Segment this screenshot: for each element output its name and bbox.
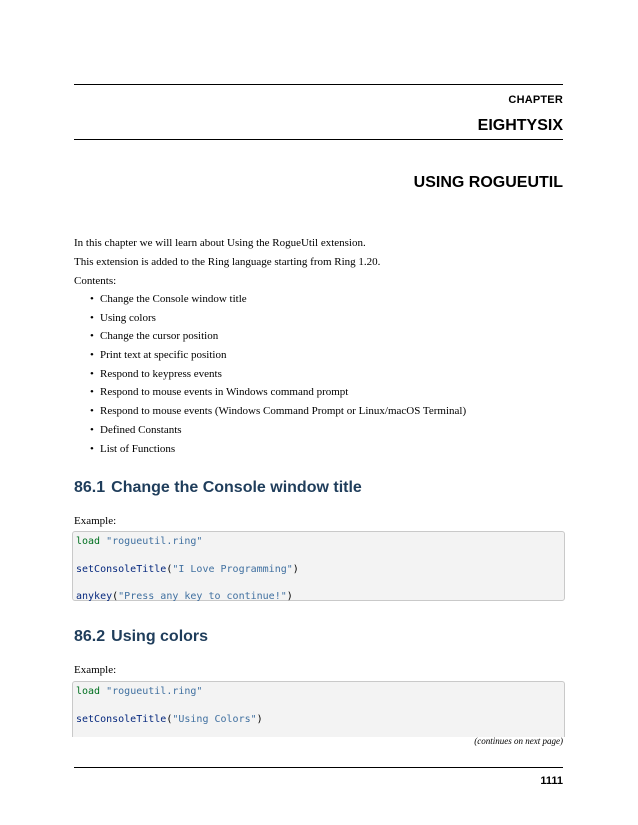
code-string: "rogueutil.ring" xyxy=(106,536,203,547)
code-punctuation: ) xyxy=(292,563,299,575)
bullet-icon: • xyxy=(90,293,94,305)
code-block-1 xyxy=(72,531,565,601)
contents-item[interactable] xyxy=(90,292,466,311)
section-heading-1 xyxy=(74,479,362,497)
bullet-icon: • xyxy=(90,311,94,324)
example-label: Example: xyxy=(74,664,117,676)
intro-paragraph-1: In this chapter we will learn about Using the RogueUtil extension. xyxy=(74,237,366,249)
code-keyword: load xyxy=(76,686,101,697)
code-punctuation: ( xyxy=(166,713,173,725)
section-number: 86.1 xyxy=(74,479,106,496)
bullet-icon: • xyxy=(90,349,94,362)
code-punctuation: ) xyxy=(286,591,293,602)
contents-item-link[interactable]: Print text at specific position xyxy=(100,349,227,362)
page-number: 1111 xyxy=(540,775,563,787)
contents-item[interactable] xyxy=(90,385,466,404)
code-string: "rogueutil.ring" xyxy=(106,686,203,697)
header-bottom-rule xyxy=(74,139,563,140)
contents-item[interactable] xyxy=(90,404,466,423)
code-function: setConsoleTitle xyxy=(76,563,167,575)
header-top-rule xyxy=(74,84,563,85)
code-block-2 xyxy=(72,681,565,737)
code-punctuation: ) xyxy=(256,713,263,725)
code-function: anykey xyxy=(76,591,113,602)
contents-item[interactable] xyxy=(90,348,466,367)
contents-label: Contents: xyxy=(74,275,117,287)
code-line xyxy=(76,685,564,698)
contents-item-link[interactable]: List of Functions xyxy=(100,442,176,455)
code-blank-line xyxy=(76,698,564,713)
code-line xyxy=(76,713,564,726)
code-line xyxy=(76,535,564,548)
code-string: "I Love Programming" xyxy=(172,563,293,575)
bullet-icon: • xyxy=(90,405,94,418)
contents-item-link[interactable]: Change the Console window title xyxy=(100,293,247,305)
code-punctuation: ( xyxy=(112,591,119,602)
contents-item[interactable] xyxy=(90,442,466,461)
contents-item[interactable] xyxy=(90,367,466,386)
code-line xyxy=(76,590,564,603)
bullet-icon: • xyxy=(90,442,94,455)
bullet-icon: • xyxy=(90,386,94,399)
contents-item[interactable] xyxy=(90,329,466,348)
example-label: Example: xyxy=(74,515,117,527)
code-function: setConsoleTitle xyxy=(76,713,167,725)
contents-item-link[interactable]: Respond to mouse events (Windows Command Prompt or Linux/macOS Terminal) xyxy=(100,405,467,418)
contents-item-link[interactable]: Respond to mouse events in Windows command prompt xyxy=(100,386,349,399)
code-blank-line xyxy=(76,576,564,591)
intro-paragraph-2: This extension is added to the Ring language starting from Ring 1.20. xyxy=(74,256,381,268)
code-keyword: load xyxy=(76,536,101,547)
section-heading-2 xyxy=(74,628,208,646)
contents-item-link[interactable]: Respond to keypress events xyxy=(100,367,222,380)
section-number: 86.2 xyxy=(74,628,106,645)
chapter-label: CHAPTER xyxy=(508,94,563,106)
contents-item[interactable] xyxy=(90,423,466,442)
contents-list xyxy=(90,292,466,460)
section-title: Change the Console window title xyxy=(111,479,362,496)
bullet-icon: • xyxy=(90,423,94,436)
chapter-number: EIGHTYSIX xyxy=(477,117,563,134)
contents-item[interactable] xyxy=(90,311,466,330)
code-string: "Press any key to continue!" xyxy=(118,591,287,602)
contents-item-link[interactable]: Using colors xyxy=(100,311,156,324)
chapter-title: USING ROGUEUTIL xyxy=(413,174,563,191)
contents-item-link[interactable]: Change the cursor position xyxy=(100,330,219,343)
section-title: Using colors xyxy=(111,628,209,645)
code-blank-line xyxy=(76,548,564,563)
footer-rule xyxy=(74,767,563,768)
contents-item-link[interactable]: Defined Constants xyxy=(100,423,182,436)
bullet-icon: • xyxy=(90,367,94,380)
code-string: "Using Colors" xyxy=(172,713,257,725)
continues-note: (continues on next page) xyxy=(474,736,563,746)
bullet-icon: • xyxy=(90,330,94,343)
code-line xyxy=(76,563,564,576)
code-punctuation: ( xyxy=(166,563,173,575)
